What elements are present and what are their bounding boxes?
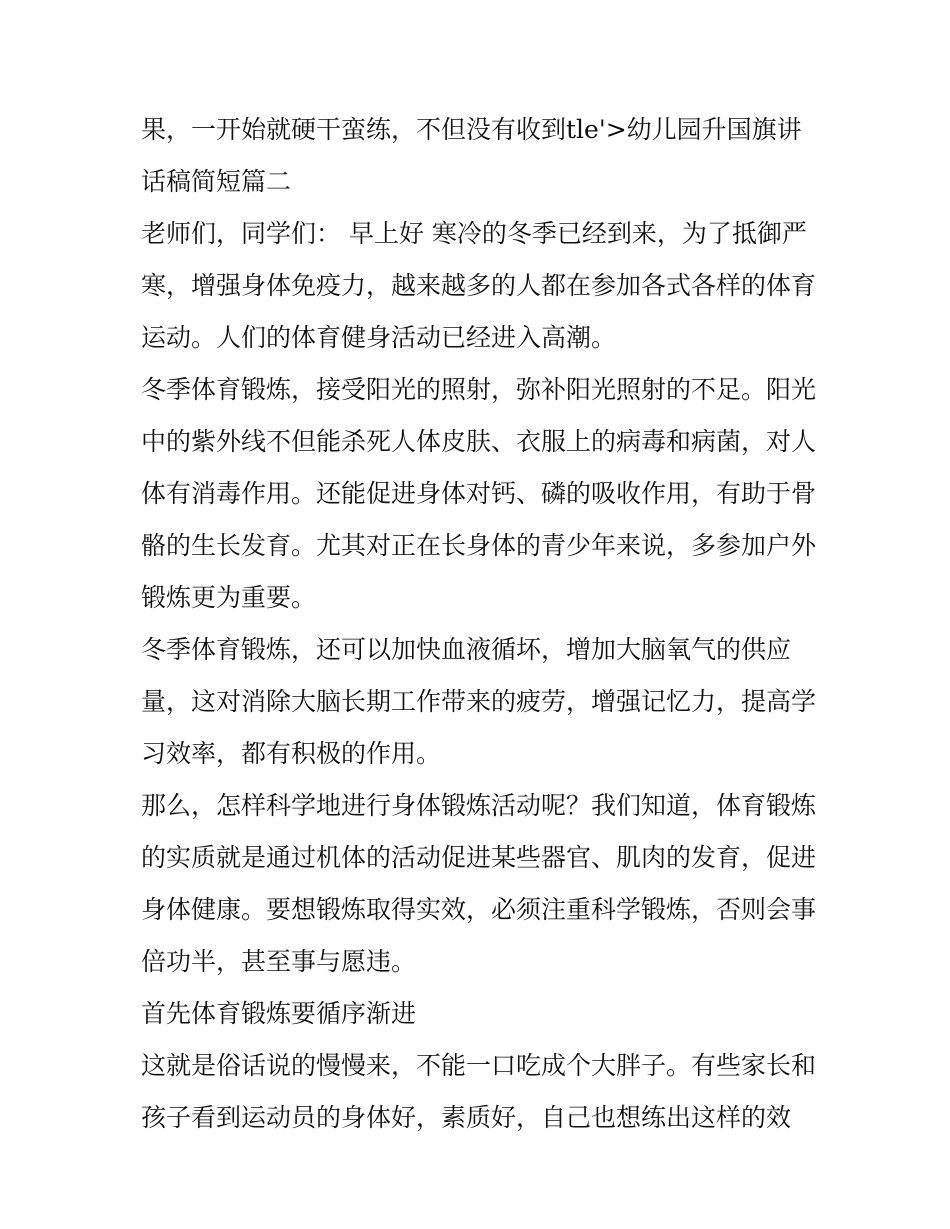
- document-body: [141, 104, 817, 1144]
- paragraph: 冬季体育锻炼，接受阳光的照射，弥补阳光照射的不足。阳光中的紫外线不但能杀死人体皮肤、衣服上的病毒和病菌，对人体有消毒作用。还能促进身体对钙、磷的吸收作用，有助于骨骼的生长发育。尤其对正在长身体的青少年来说，多参加户外锻炼更为重要。: [141, 375, 817, 612]
- paragraph: 冬季体育锻炼，还可以加快血液循坏，增加大脑氧气的供应量，这对消除大脑长期工作带来的疲劳，增强记忆力，提高学习效率，都有积极的作用。: [141, 635, 817, 768]
- paragraph: 首先体育锻炼要循序渐进: [141, 999, 417, 1028]
- paragraph: 这就是俗话说的慢慢来，不能一口吃成个大胖子。有些家长和孩子看到运动员的身体好，素质好，自己也想练出这样的效: [141, 1051, 817, 1132]
- paragraph: 老师们，同学们： 早上好 寒冷的冬季已经到来，为了抵御严寒，增强身体免疫力，越来越多的人都在参加各式各样的体育运动。人们的体育健身活动已经进入高潮。: [141, 219, 817, 352]
- paragraph: 果，一开始就硬干蛮练，不但没有收到tle'>幼儿园升国旗讲话稿简短篇二: [141, 115, 802, 196]
- paragraph: 那么，怎样科学地进行身体锻炼活动呢？我们知道，体育锻炼的实质就是通过机体的活动促进某些器官、肌肉的发育，促进身体健康。要想锻炼取得实效，必须注重科学锻炼，否则会事倍功半，甚至事与愿违。: [141, 791, 817, 976]
